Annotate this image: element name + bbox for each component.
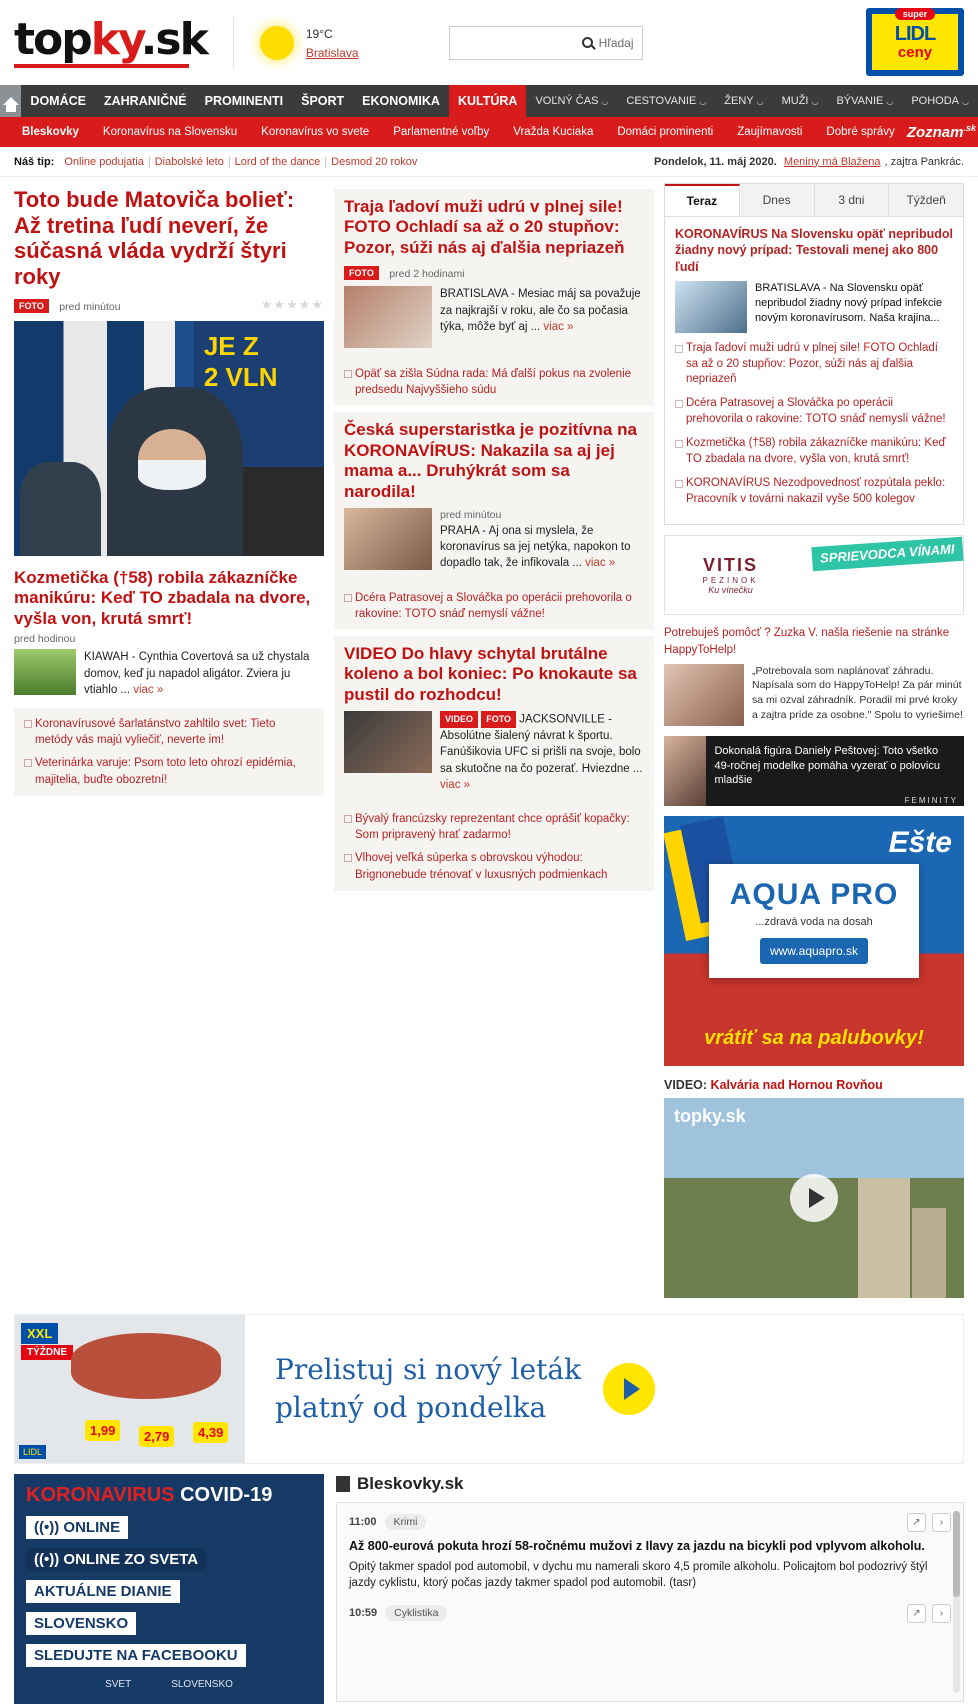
header-divider xyxy=(233,17,234,69)
list-item[interactable] xyxy=(675,341,953,389)
mid-story-2-text: PRAHA - Aj ona si myslela, že koronavírus sa jej netýka, napokon to dopadlo tak, že infikovala ... xyxy=(440,524,631,570)
nav-item-volny-cas[interactable] xyxy=(526,85,617,117)
covid-item-label: SLOVENSKO xyxy=(34,1614,129,1632)
nav-item-sport[interactable] xyxy=(292,85,353,117)
lidl-price-1: 1,99 xyxy=(85,1420,120,1441)
nav-label: PROMINENTI xyxy=(204,94,284,108)
lidl-next-button[interactable] xyxy=(603,1363,655,1415)
lead-article-image[interactable] xyxy=(14,321,324,556)
search-input[interactable] xyxy=(449,26,643,60)
second-article-thumb[interactable] xyxy=(14,649,76,695)
mid-story-2-title[interactable]: Česká superstaristka je pozitívna na KORONAVÍRUS: Nakazila sa aj jej mama a... Druhýkrát som sa narodila! xyxy=(344,420,637,501)
mid-story-3-row xyxy=(344,711,644,793)
site-header xyxy=(0,0,978,85)
ad-feminity[interactable] xyxy=(664,736,964,806)
nav-label: POHODA xyxy=(911,95,960,107)
mid-story-2 xyxy=(334,412,654,630)
lidl-line-2: platný od pondelka xyxy=(275,1390,547,1424)
covid-item-label: AKTUÁLNE DIANIE xyxy=(34,1582,172,1600)
nav-item-kultura[interactable] xyxy=(449,85,526,117)
ad-vitis[interactable] xyxy=(664,535,964,615)
nav-label: CESTOVANIE xyxy=(626,95,697,107)
tab-label: Dnes xyxy=(762,193,791,207)
mid-story-3-body xyxy=(440,711,644,793)
aqua-url-button[interactable]: www.aquapro.sk xyxy=(760,938,868,964)
ad-happytohelp[interactable] xyxy=(664,625,964,725)
covid-foot-svet[interactable]: SVET xyxy=(105,1678,132,1690)
ad-aquapro[interactable] xyxy=(664,816,964,1066)
zoznam-logo[interactable] xyxy=(907,123,976,141)
external-link-icon: ◡ xyxy=(756,96,764,106)
nameday-tomorrow: , zajtra Pankrác. xyxy=(884,155,964,168)
covid-item-label: ONLINE ZO SVETA xyxy=(63,1550,199,1568)
date-info xyxy=(654,156,964,168)
tab-dnes[interactable] xyxy=(740,184,815,216)
right-news-list xyxy=(675,341,953,508)
subnav-item-kuciak[interactable]: Vražda Kuciaka xyxy=(513,126,594,138)
lead-meta-row xyxy=(14,297,324,315)
tip-link-2[interactable]: Diabolské leto xyxy=(154,155,224,168)
happy-body: „Potrebovala som naplánovať záhradu. Napísala som do HappyToHelp! Za pár minút sa mi ozval záhradník. Poradil mi prvé kroky a zajtra príde za osobne." Spolu to vyriešime! xyxy=(752,664,963,721)
external-link-icon: ◡ xyxy=(962,96,969,106)
current-date: Pondelok, 11. máj 2020. xyxy=(653,155,777,168)
image-face-mask xyxy=(138,460,206,491)
column-middle xyxy=(334,183,654,1298)
aqua-brand: AQUA PRO xyxy=(729,877,899,911)
nav-item-prominenti[interactable] xyxy=(196,85,292,117)
vitis-sub: PEZINOK xyxy=(702,576,759,586)
second-body-text: KIAWAH - Cynthia Covertová sa už chystala domov, keď ju napadol aligátor. Zviera ju vtiahlo ... xyxy=(84,651,310,696)
tip-bar xyxy=(0,147,978,177)
covid-footer xyxy=(26,1679,312,1690)
list-item[interactable] xyxy=(24,716,314,748)
tab-label: Teraz xyxy=(686,194,718,208)
covid-foot-slovensko[interactable]: SLOVENSKO xyxy=(171,1678,233,1690)
tip-sep: | xyxy=(227,155,231,168)
mid-story-3 xyxy=(334,636,654,891)
nav-label: VOĽNÝ ČAS xyxy=(535,95,599,107)
vitis-tag: Ku vínečku xyxy=(708,585,753,596)
second-article-body xyxy=(84,649,324,698)
bullet-text: Vlhovej veľká súperka s obrovskou výhodou: Brignonebude trénovať v luxusných podmienkach xyxy=(355,852,608,881)
main-content xyxy=(0,177,978,1298)
lead-timestamp: pred minútou xyxy=(59,301,121,314)
subnav-item-koronavirus-sk[interactable]: Koronavírus na Slovensku xyxy=(102,126,238,138)
aqua-slogan: ...zdravá voda na dosah xyxy=(755,915,873,928)
bullet-text: Dcéra Patrasovej a Slováčka po operácii prehovorila o rakovine: TOTO snáď nemyslí vážne! xyxy=(355,591,632,620)
list-item[interactable] xyxy=(344,366,644,398)
lidl-banner-text xyxy=(275,1351,581,1427)
feed-category-chip[interactable]: Cyklistika xyxy=(385,1605,447,1621)
mid-story-2-row xyxy=(344,508,644,572)
feed-time: 10:59 xyxy=(349,1607,378,1620)
mid-story-2-bullets xyxy=(344,582,644,622)
mid-story-1-bullets xyxy=(344,358,644,398)
nav-item-cestovanie[interactable] xyxy=(617,85,715,117)
covid-title-covid: COVID-19 xyxy=(174,1483,273,1506)
tip-sep: | xyxy=(147,155,151,168)
column-right xyxy=(664,183,964,1298)
mid-story-2-body xyxy=(440,508,644,572)
aqua-card xyxy=(709,864,919,978)
video-thumbnail[interactable] xyxy=(664,1098,964,1298)
vitis-banner-text: SPRIEVODCA VÍNAMI xyxy=(812,537,964,572)
subnav-item-volby[interactable]: Parlamentné voľby xyxy=(393,126,490,138)
list-item[interactable] xyxy=(24,755,314,787)
image-screen-text: JE Z 2 VLN xyxy=(194,321,324,467)
tab-teraz[interactable] xyxy=(665,184,740,216)
subnav-item-prominenti[interactable]: Domáci prominenti xyxy=(617,126,714,138)
foto-badge: FOTO xyxy=(14,299,49,313)
nav-item-zahranicne[interactable] xyxy=(95,85,196,117)
mid-story-1-thumb[interactable] xyxy=(344,286,432,348)
lidl-tag-tyzdne: TÝŽDNE xyxy=(21,1345,73,1360)
ad-lidl-banner[interactable] xyxy=(14,1314,964,1464)
chevron-right-icon[interactable]: › xyxy=(932,1604,951,1623)
vitis-name: VITIS xyxy=(703,555,759,576)
bullet-text: Opäť sa zišla Súdna rada: Má ďalší pokus na zvolenie predsedu Najvyššieho súdu xyxy=(355,368,632,397)
covid-item-label: SLEDUJTE NA FACEBOOKU xyxy=(34,1646,238,1664)
covid-title-korona: KORONAVIRUS xyxy=(26,1483,175,1506)
nav-label: KULTÚRA xyxy=(457,94,518,108)
header-ad-lidl[interactable] xyxy=(866,8,964,76)
feed-item-header xyxy=(349,1513,951,1532)
share-icon[interactable]: ↗ xyxy=(907,1604,926,1623)
mid-story-1-row xyxy=(344,286,644,348)
second-more-link[interactable]: viac » xyxy=(133,683,164,696)
aqua-headline: Ešte xyxy=(888,825,952,859)
tab-tyzden[interactable] xyxy=(889,184,963,216)
tab-3dni[interactable] xyxy=(815,184,890,216)
feminity-image xyxy=(664,736,706,806)
list-item[interactable] xyxy=(675,396,953,428)
bleskovky-heading xyxy=(336,1474,964,1494)
mid-story-2-thumb[interactable] xyxy=(344,508,432,570)
list-item-text: Traja ľadoví muži udrú v plnej sile! FOTO Ochladí sa až o 20 stupňov: Pozor, súži nás aj ďalšia nepriazeň xyxy=(686,341,938,386)
sun-icon xyxy=(260,26,294,60)
foto-badge: FOTO xyxy=(481,711,516,728)
mid-story-3-bullets xyxy=(344,803,644,882)
news-panel xyxy=(664,217,964,525)
bullet-text: Bývalý francúzsky reprezentant chce oprášiť kopačky: Som pripravený hrať zadarmo! xyxy=(355,813,630,842)
lidl-price-2: 2,79 xyxy=(139,1426,174,1447)
nav-label: ŽENY xyxy=(724,95,754,107)
external-link-icon: ◡ xyxy=(699,96,707,106)
weather-temp: 19°C xyxy=(305,27,333,41)
feed-time: 11:00 xyxy=(349,1516,377,1529)
list-item[interactable] xyxy=(344,590,644,622)
mid-story-1-time: pred 2 hodinami xyxy=(389,268,465,281)
covid-link-facebook[interactable] xyxy=(26,1644,246,1667)
video-tree-2 xyxy=(912,1208,946,1298)
bottom-section xyxy=(0,1464,978,1704)
subnav-item-zaujimavosti[interactable]: Zaujímavosti xyxy=(737,126,803,138)
tip-link-1[interactable]: Online podujatia xyxy=(64,155,144,168)
list-item[interactable] xyxy=(675,476,953,508)
covid-link-aktualne[interactable] xyxy=(26,1580,180,1603)
nav-label: MUŽI xyxy=(781,95,809,107)
tip-sep: | xyxy=(324,155,328,168)
mid-story-1-more[interactable]: viac » xyxy=(543,320,574,333)
nav-item-byvanie[interactable] xyxy=(827,85,902,117)
nav-label: BÝVANIE xyxy=(836,95,884,107)
image-person-secondary xyxy=(20,462,101,556)
subnav-item-koronavirus-svet[interactable]: Koronavírus vo svete xyxy=(261,126,370,138)
share-icon[interactable]: ↗ xyxy=(907,1513,926,1532)
list-item[interactable] xyxy=(675,436,953,468)
mid-story-1 xyxy=(334,189,654,406)
nameday-link[interactable]: Meniny má Blažena xyxy=(783,155,881,168)
video-heading xyxy=(664,1078,964,1092)
right-lead-row xyxy=(675,281,953,333)
right-lead-body: BRATISLAVA - Na Slovensku opäť nepribudol žiadny nový prípad infekcie novým koronavírusom. Naša krajina... xyxy=(755,281,943,325)
nav-label: DOMÁCE xyxy=(30,94,86,108)
play-icon[interactable] xyxy=(790,1174,838,1222)
site-logo[interactable] xyxy=(14,13,207,68)
feed-item-header-2 xyxy=(349,1604,951,1623)
bleskovky-feed xyxy=(336,1502,964,1702)
lead-article-title[interactable]: Toto bude Matoviča bolieť: Až tretina ľudí neverí, že súčasná vláda vydrží štyri roky xyxy=(14,187,295,289)
ad-ceny-word: ceny xyxy=(897,44,933,61)
second-article-title[interactable]: Kozmetička (†58) robila zákazníčke manikúru: Keď TO zbadala na dvore, vyšla von, krutá smrť! xyxy=(14,568,311,628)
nav-home-button[interactable] xyxy=(0,85,21,117)
mid-story-3-thumb[interactable] xyxy=(344,711,432,773)
covid-item-label: ONLINE xyxy=(63,1518,121,1536)
logo-ky: ky xyxy=(90,13,141,65)
mid-story-1-body xyxy=(440,286,644,348)
covid-panel xyxy=(14,1474,324,1704)
lidl-line-1: Prelistuj si nový leták xyxy=(275,1352,582,1386)
subnav-item-bleskovky[interactable]: Bleskovky xyxy=(22,126,79,138)
tip-label: Náš tip: xyxy=(14,155,55,168)
mid-story-3-more[interactable]: viac » xyxy=(440,778,471,791)
nav-label: ŠPORT xyxy=(301,94,345,108)
subnav-item-dobre-spravy[interactable]: Dobré správy xyxy=(826,126,895,138)
tab-label: 3 dni xyxy=(838,193,865,207)
mid-story-2-more[interactable]: viac » xyxy=(585,557,616,570)
bleskovky-icon xyxy=(336,1476,350,1492)
foto-badge: FOTO xyxy=(344,266,379,280)
covid-link-online[interactable]: ((•)) ONLINE xyxy=(26,1516,128,1539)
external-link-icon: ◡ xyxy=(601,96,609,106)
lidl-tag-xxl: XXL xyxy=(21,1323,58,1344)
main-nav xyxy=(0,85,978,117)
happy-headline: Potrebuješ pomôcť ? Zuzka V. našla riešenie na stránke HappyToHelp! xyxy=(664,627,950,656)
zoznam-brand: Zoznam xyxy=(906,124,964,141)
column-left xyxy=(14,183,324,1298)
tip-link-4[interactable]: Desmod 20 rokov xyxy=(331,155,418,168)
mid-story-2-time: pred minútou xyxy=(440,508,502,521)
lidl-logo: LIDL xyxy=(19,1445,46,1459)
bleskovky-panel xyxy=(336,1474,964,1704)
bullet-text: Veterinárka varuje: Psom toto leto ohrozí epidémia, majitelia, buďte obozretní! xyxy=(35,757,296,786)
covid-title xyxy=(26,1484,312,1507)
home-icon xyxy=(3,97,19,105)
nav-item-ekonomika[interactable] xyxy=(353,85,449,117)
zoznam-suffix: .sk xyxy=(963,123,976,133)
feed-category-chip[interactable]: Krimi xyxy=(385,1514,427,1530)
ad-super-label: super xyxy=(895,8,936,20)
feed-scrollbar[interactable] xyxy=(953,1511,960,1693)
mid-story-3-title[interactable]: VIDEO Do hlavy schytal brutálne koleno a bol koniec: Po knokaute sa pustil do rozhodcu! xyxy=(344,644,637,704)
list-item-text: Dcéra Patrasovej a Slováčka po operácii prehovorila o rakovine: TOTO snáď nemyslí vážne! xyxy=(686,397,946,426)
video-watermark: topky.sk xyxy=(674,1105,746,1126)
mid-story-3-text: JACKSONVILLE - Absolútne šialený návrat k športu. Fanúšikovia UFC si prišli na svoje, bolo sa skutočne na čo pozerať. Hviezdne ... xyxy=(440,713,643,775)
logo-top: top xyxy=(14,13,91,65)
video-prefix: VIDEO: xyxy=(664,1077,708,1092)
nav-label: EKONOMIKA xyxy=(362,94,440,108)
nav-item-muzi[interactable] xyxy=(773,85,828,117)
feminity-text: Dokonalá figúra Daniely Peštovej: Toto všetko 49-ročnej modelke pomáha vyzerať o polovicu mladšie xyxy=(714,744,940,787)
ad-lidl-word: LIDL xyxy=(894,23,936,45)
feminity-brand: FEMINITY xyxy=(904,796,958,806)
video-badge: VIDEO xyxy=(440,711,478,728)
tip-link-3[interactable]: Lord of the dance xyxy=(234,155,321,168)
logo-sk: .sk xyxy=(140,13,207,65)
nav-item-zeny[interactable] xyxy=(715,85,772,117)
left-bullets xyxy=(14,708,324,795)
weather-city-link[interactable]: Bratislava xyxy=(305,46,359,60)
bullet-text: Koronavírusové šarlatánstvo zahltilo svet: Tieto metódy vás majú vyliečiť, neverte im! xyxy=(35,718,276,747)
news-tabs xyxy=(664,183,964,217)
lidl-product-image xyxy=(71,1333,221,1399)
external-link-icon: ◡ xyxy=(811,96,819,106)
feed-item-title[interactable]: Až 800-eurová pokuta hrozí 58-ročnému mužovi z Ilavy za jazdu na bicykli pod vplyvom alkoholu. xyxy=(349,1538,925,1553)
search-icon xyxy=(582,37,593,48)
video-tree-1 xyxy=(858,1178,910,1298)
chevron-right-icon[interactable]: › xyxy=(932,1513,951,1532)
feed-item-body: Opitý takmer spadol pod automobil, v dychu mu namerali skoro 4,5 promile alkoholu. Policajtom bol podozrivý štýl jazdy cyklistu, ktorý počas jazdy takmer spadol pod automobil. (tasr) xyxy=(349,1560,928,1590)
aqua-bottom-text: vrátiť sa na palubovky! xyxy=(704,1026,924,1049)
mid-story-1-title[interactable]: Traja ľadoví muži udrú v plnej sile! FOTO Ochladí sa až o 20 stupňov: Pozor, súži nás aj ďalšia nepriazeň xyxy=(344,197,625,257)
bleskovky-title: Bleskovky.sk xyxy=(357,1473,464,1493)
second-timestamp: pred hodinou xyxy=(14,633,76,646)
nav-label: ZAHRANIČNÉ xyxy=(103,94,187,108)
mid-story-1-text: BRATISLAVA - Mesiac máj sa považuje za najkrajší v roku, ale čo sa počasia týka, môže byť aj ... xyxy=(440,288,641,333)
mid-story-1-meta xyxy=(344,264,644,282)
right-lead-thumb[interactable] xyxy=(675,281,747,333)
tab-label: Týždeň xyxy=(906,193,946,207)
nav-item-domace[interactable] xyxy=(21,85,95,117)
list-item[interactable] xyxy=(344,811,644,843)
list-item-text: Kozmetička (†58) robila zákazníčke manikúru: Keď TO zbadala na dvore, vyšla von, krutá smrť! xyxy=(686,437,946,465)
feed-scrollbar-thumb[interactable] xyxy=(953,1511,960,1597)
nav-item-pohoda[interactable] xyxy=(902,85,978,117)
happy-image xyxy=(664,664,744,726)
external-link-icon: ◡ xyxy=(886,96,894,106)
search-placeholder: Hľadaj xyxy=(598,35,634,50)
list-item[interactable] xyxy=(344,850,644,882)
covid-link-slovensko[interactable] xyxy=(26,1612,136,1635)
covid-link-online-svet[interactable]: ((•)) ONLINE ZO SVETA xyxy=(26,1548,206,1571)
weather-widget[interactable] xyxy=(260,25,359,60)
second-article-row xyxy=(14,649,324,698)
sub-nav xyxy=(0,117,978,147)
list-item-text: KORONAVÍRUS Nezodpovednosť rozpútala peklo: Pracovník v továrni nakazil vyše 500 kolegov xyxy=(686,476,946,505)
right-lead-title[interactable]: KORONAVÍRUS Na Slovensku opäť nepribudol žiadny nový prípad: Testovali menej ako 800 ľudí xyxy=(675,227,954,274)
video-title[interactable]: Kalvária nad Hornou Rovňou xyxy=(710,1077,883,1092)
lidl-price-3: 4,39 xyxy=(193,1422,228,1443)
rating-stars[interactable]: ★★★★★ xyxy=(260,297,324,313)
lidl-banner-image xyxy=(15,1315,245,1463)
